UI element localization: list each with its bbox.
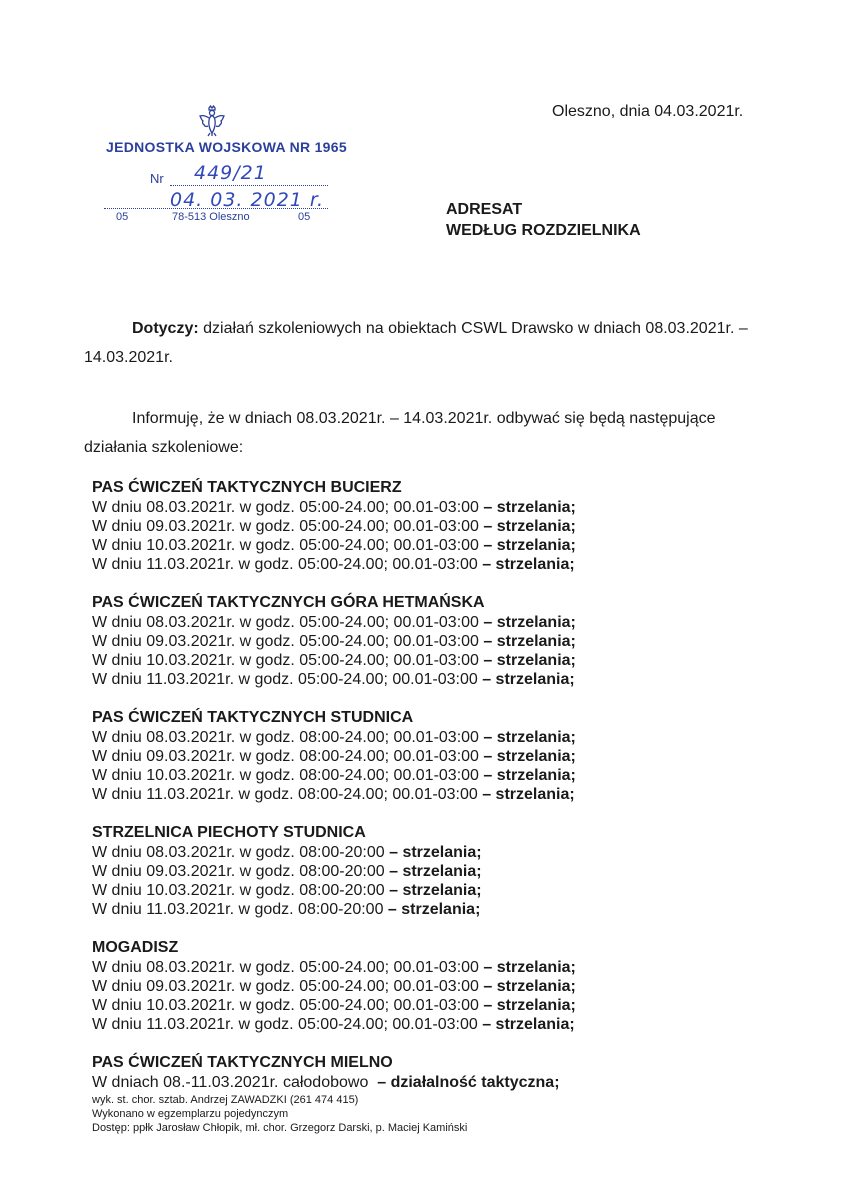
entry-activity: – strzelania;: [483, 729, 576, 746]
subject-paragraph: [84, 314, 754, 372]
stamp-date-line: [104, 208, 328, 209]
section-title: PAS ĆWICZEŃ TAKTYCZNYCH BUCIERZ: [92, 479, 402, 496]
stamp-nr-line: [170, 185, 328, 186]
entry-time-text: W dniu 11.03.2021r. w godz. 05:00-24.00; 00.01-03:00: [92, 556, 483, 573]
schedule-entry: [92, 670, 712, 689]
section-title: PAS ĆWICZEŃ TAKTYCZNYCH STUDNICA: [92, 709, 414, 726]
schedule-entry: [92, 747, 712, 766]
schedule-entry: [92, 498, 712, 517]
entry-activity: – strzelania;: [483, 959, 576, 976]
entry-time-text: W dniu 08.03.2021r. w godz. 05:00-24.00; 00.01-03:00: [92, 614, 484, 631]
entry-activity: – strzelania;: [482, 786, 575, 803]
section: [92, 822, 712, 919]
entry-time-text: W dniu 11.03.2021r. w godz. 05:00-24.00; 00.01-03:00: [92, 1016, 483, 1033]
entry-time-text: W dniu 10.03.2021r. w godz. 05:00-24.00; 00.01-03:00: [92, 652, 484, 669]
addressee-line-2: WEDŁUG ROZDZIELNIKA: [446, 222, 641, 239]
place-and-date: Oleszno, dnia 04.03.2021r.: [552, 103, 744, 120]
schedule-entry: [92, 862, 712, 881]
entry-time-text: W dniu 09.03.2021r. w godz. 05:00-24.00; 00.01-03:00: [92, 518, 484, 535]
entry-time-text: W dniu 10.03.2021r. w godz. 08:00-20:00: [92, 882, 390, 899]
section-title: PAS ĆWICZEŃ TAKTYCZNYCH MIELNO: [92, 1054, 393, 1071]
entry-activity: – strzelania;: [482, 556, 575, 573]
entry-activity: – strzelania;: [483, 518, 576, 535]
entry-time-text: W dniu 08.03.2021r. w godz. 05:00-24.00; 00.01-03:00: [92, 959, 484, 976]
handwritten-date: 04. 03. 2021 r.: [170, 189, 325, 211]
entry-activity: – strzelania;: [483, 537, 576, 554]
section: [92, 477, 712, 574]
entry-activity: – strzelania;: [389, 863, 482, 880]
schedule-entry: [92, 536, 712, 555]
entry-time-text: W dniu 11.03.2021r. w godz. 08:00-24.00; 00.01-03:00: [92, 786, 483, 803]
entry-activity: – strzelania;: [483, 978, 576, 995]
addressee-block: [446, 199, 641, 241]
section: [92, 707, 712, 804]
subject-text: działań szkoleniowych na obiektach CSWL Drawsko w dniach 08.03.2021r. – 14.03.2021r.: [84, 320, 748, 366]
footer-access: Dostęp: ppłk Jarosław Chłopik, mł. chor. Grzegorz Darski, p. Maciej Kamiński: [92, 1122, 468, 1134]
schedule-entry: [92, 1073, 712, 1092]
entry-activity: – strzelania;: [483, 997, 576, 1014]
stamp-nr-label: Nr: [150, 171, 164, 186]
schedule-entry: [92, 881, 712, 900]
intro-text: Informuję, że w dniach 08.03.2021r. – 14.03.2021r. odbywać się będą następujące działania szkoleniowe:: [84, 410, 716, 456]
footer-author: wyk. st. chor. sztab. Andrzej ZAWADZKI (261 474 415): [92, 1094, 359, 1106]
entry-activity: – strzelania;: [483, 633, 576, 650]
entry-activity: – strzelania;: [483, 499, 576, 516]
entry-time-text: W dniu 08.03.2021r. w godz. 08:00-20:00: [92, 844, 390, 861]
addressee-line-1: ADRESAT: [446, 201, 523, 218]
schedule-entry: [92, 728, 712, 747]
entry-activity: – strzelania;: [387, 901, 481, 918]
schedule-entry: [92, 517, 712, 536]
training-sections: [92, 477, 712, 1110]
schedule-entry: [92, 1015, 712, 1034]
footer-copies: Wykonano w egzemplarzu pojedynczym: [92, 1108, 289, 1120]
schedule-entry: [92, 977, 712, 996]
section: [92, 937, 712, 1034]
stamp-foot-right: 05: [298, 211, 311, 223]
eagle-emblem-icon: [198, 105, 226, 137]
schedule-entry: [92, 613, 712, 632]
entry-time-text: W dniu 09.03.2021r. w godz. 05:00-24.00; 00.01-03:00: [92, 633, 484, 650]
entry-time-text: W dniu 08.03.2021r. w godz. 05:00-24.00; 00.01-03:00: [92, 499, 484, 516]
entry-activity: – strzelania;: [483, 748, 576, 765]
entry-activity: – strzelania;: [483, 652, 576, 669]
schedule-entry: [92, 785, 712, 804]
stamp-foot-left: 05: [116, 211, 129, 223]
intro-paragraph: [84, 404, 754, 462]
entry-time-text: W dniu 11.03.2021r. w godz. 05:00-24.00; 00.01-03:00: [92, 671, 483, 688]
entry-time-text: W dniu 08.03.2021r. w godz. 08:00-24.00; 00.01-03:00: [92, 729, 484, 746]
entry-time-text: W dniu 10.03.2021r. w godz. 05:00-24.00; 00.01-03:00: [92, 537, 484, 554]
entry-activity: – działalność taktyczna;: [377, 1074, 560, 1091]
entry-time-text: W dniu 10.03.2021r. w godz. 05:00-24.00; 00.01-03:00: [92, 997, 484, 1014]
schedule-entry: [92, 632, 712, 651]
entry-activity: – strzelania;: [483, 767, 576, 784]
entry-activity: – strzelania;: [389, 882, 482, 899]
section-title: MOGADISZ: [92, 939, 179, 956]
subject-label: Dotyczy:: [132, 320, 199, 337]
schedule-entry: [92, 958, 712, 977]
entry-time-text: W dniu 09.03.2021r. w godz. 05:00-24.00; 00.01-03:00: [92, 978, 484, 995]
entry-time-text: W dniu 10.03.2021r. w godz. 08:00-24.00; 00.01-03:00: [92, 767, 484, 784]
section: [92, 592, 712, 689]
section: [92, 1052, 712, 1092]
entry-activity: – strzelania;: [483, 614, 576, 631]
schedule-entry: [92, 900, 712, 919]
entry-activity: – strzelania;: [482, 671, 575, 688]
stamp-foot-center: 78-513 Oleszno: [172, 211, 250, 223]
entry-time-text: W dniu 09.03.2021r. w godz. 08:00-20:00: [92, 863, 390, 880]
stamp-unit-name: JEDNOSTKA WOJSKOWA NR 1965: [106, 139, 347, 155]
entry-time-text: W dniu 11.03.2021r. w godz. 08:00-20:00: [92, 901, 388, 918]
entry-time-text: W dniu 09.03.2021r. w godz. 08:00-24.00; 00.01-03:00: [92, 748, 484, 765]
schedule-entry: [92, 555, 712, 574]
entry-activity: – strzelania;: [389, 844, 482, 861]
entry-activity: – strzelania;: [482, 1016, 575, 1033]
entry-time-text: W dniach 08.-11.03.2021r. całodobowo: [92, 1074, 378, 1091]
schedule-entry: [92, 651, 712, 670]
schedule-entry: [92, 843, 712, 862]
schedule-entry: [92, 766, 712, 785]
footer-notes: [92, 1093, 467, 1135]
registration-stamp: [100, 105, 347, 225]
section-title: STRZELNICA PIECHOTY STUDNICA: [92, 824, 366, 841]
section-title: PAS ĆWICZEŃ TAKTYCZNYCH GÓRA HETMAŃSKA: [92, 594, 485, 611]
schedule-entry: [92, 996, 712, 1015]
handwritten-reference-number: 449/21: [194, 162, 267, 184]
